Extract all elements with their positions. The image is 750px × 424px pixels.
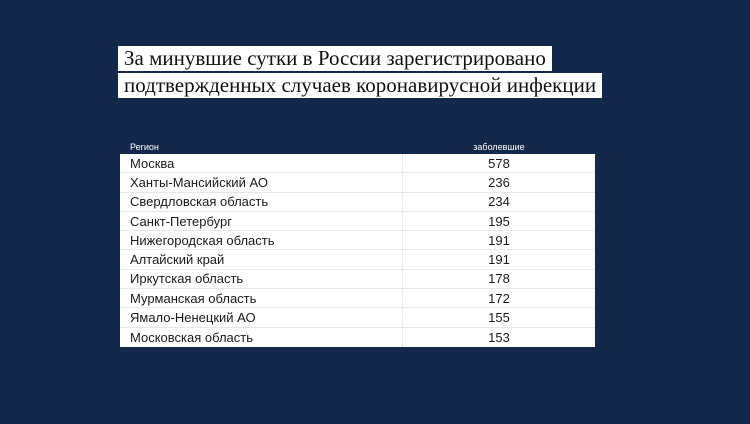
cases-cell: 191 (488, 252, 510, 268)
cases-cell: 155 (488, 310, 510, 326)
cases-cell: 172 (488, 290, 510, 306)
cases-cell: 178 (488, 271, 510, 287)
title-line-2: подтвержденных случаев коронавирусной инфекции (118, 73, 602, 98)
table-body (120, 154, 595, 347)
table-row (120, 289, 595, 308)
cases-cell: 234 (488, 194, 510, 210)
chart-title (118, 46, 678, 100)
table-header (120, 140, 595, 154)
table-row (120, 193, 595, 212)
region-cell: Нижегородская область (120, 231, 403, 249)
table-row (120, 270, 595, 289)
table-row (120, 308, 595, 327)
region-cell: Иркутская область (120, 270, 403, 288)
table-row (120, 250, 595, 269)
cases-cell: 578 (488, 155, 510, 171)
region-cell: Ямало-Ненецкий АО (120, 308, 403, 326)
region-cell: Алтайский край (120, 250, 403, 268)
region-cell: Москва (120, 154, 403, 172)
region-cell: Московская область (120, 328, 403, 347)
table-row (120, 173, 595, 192)
region-cell: Санкт-Петербург (120, 212, 403, 230)
cases-cell: 236 (488, 174, 510, 190)
table-row (120, 212, 595, 231)
table-row (120, 154, 595, 173)
region-cell: Мурманская область (120, 289, 403, 307)
region-cell: Ханты-Мансийский АО (120, 173, 403, 191)
table-row (120, 328, 595, 347)
data-table (120, 140, 595, 347)
cases-cell: 191 (488, 232, 510, 248)
column-header-cases: заболевшие (473, 142, 525, 152)
region-cell: Свердловская область (120, 193, 403, 211)
column-header-region: Регион (130, 142, 159, 152)
cases-cell: 195 (488, 213, 510, 229)
title-line-1: За минувшие сутки в России зарегистрировано (118, 46, 552, 71)
cases-cell: 153 (488, 329, 510, 345)
table-row (120, 231, 595, 250)
